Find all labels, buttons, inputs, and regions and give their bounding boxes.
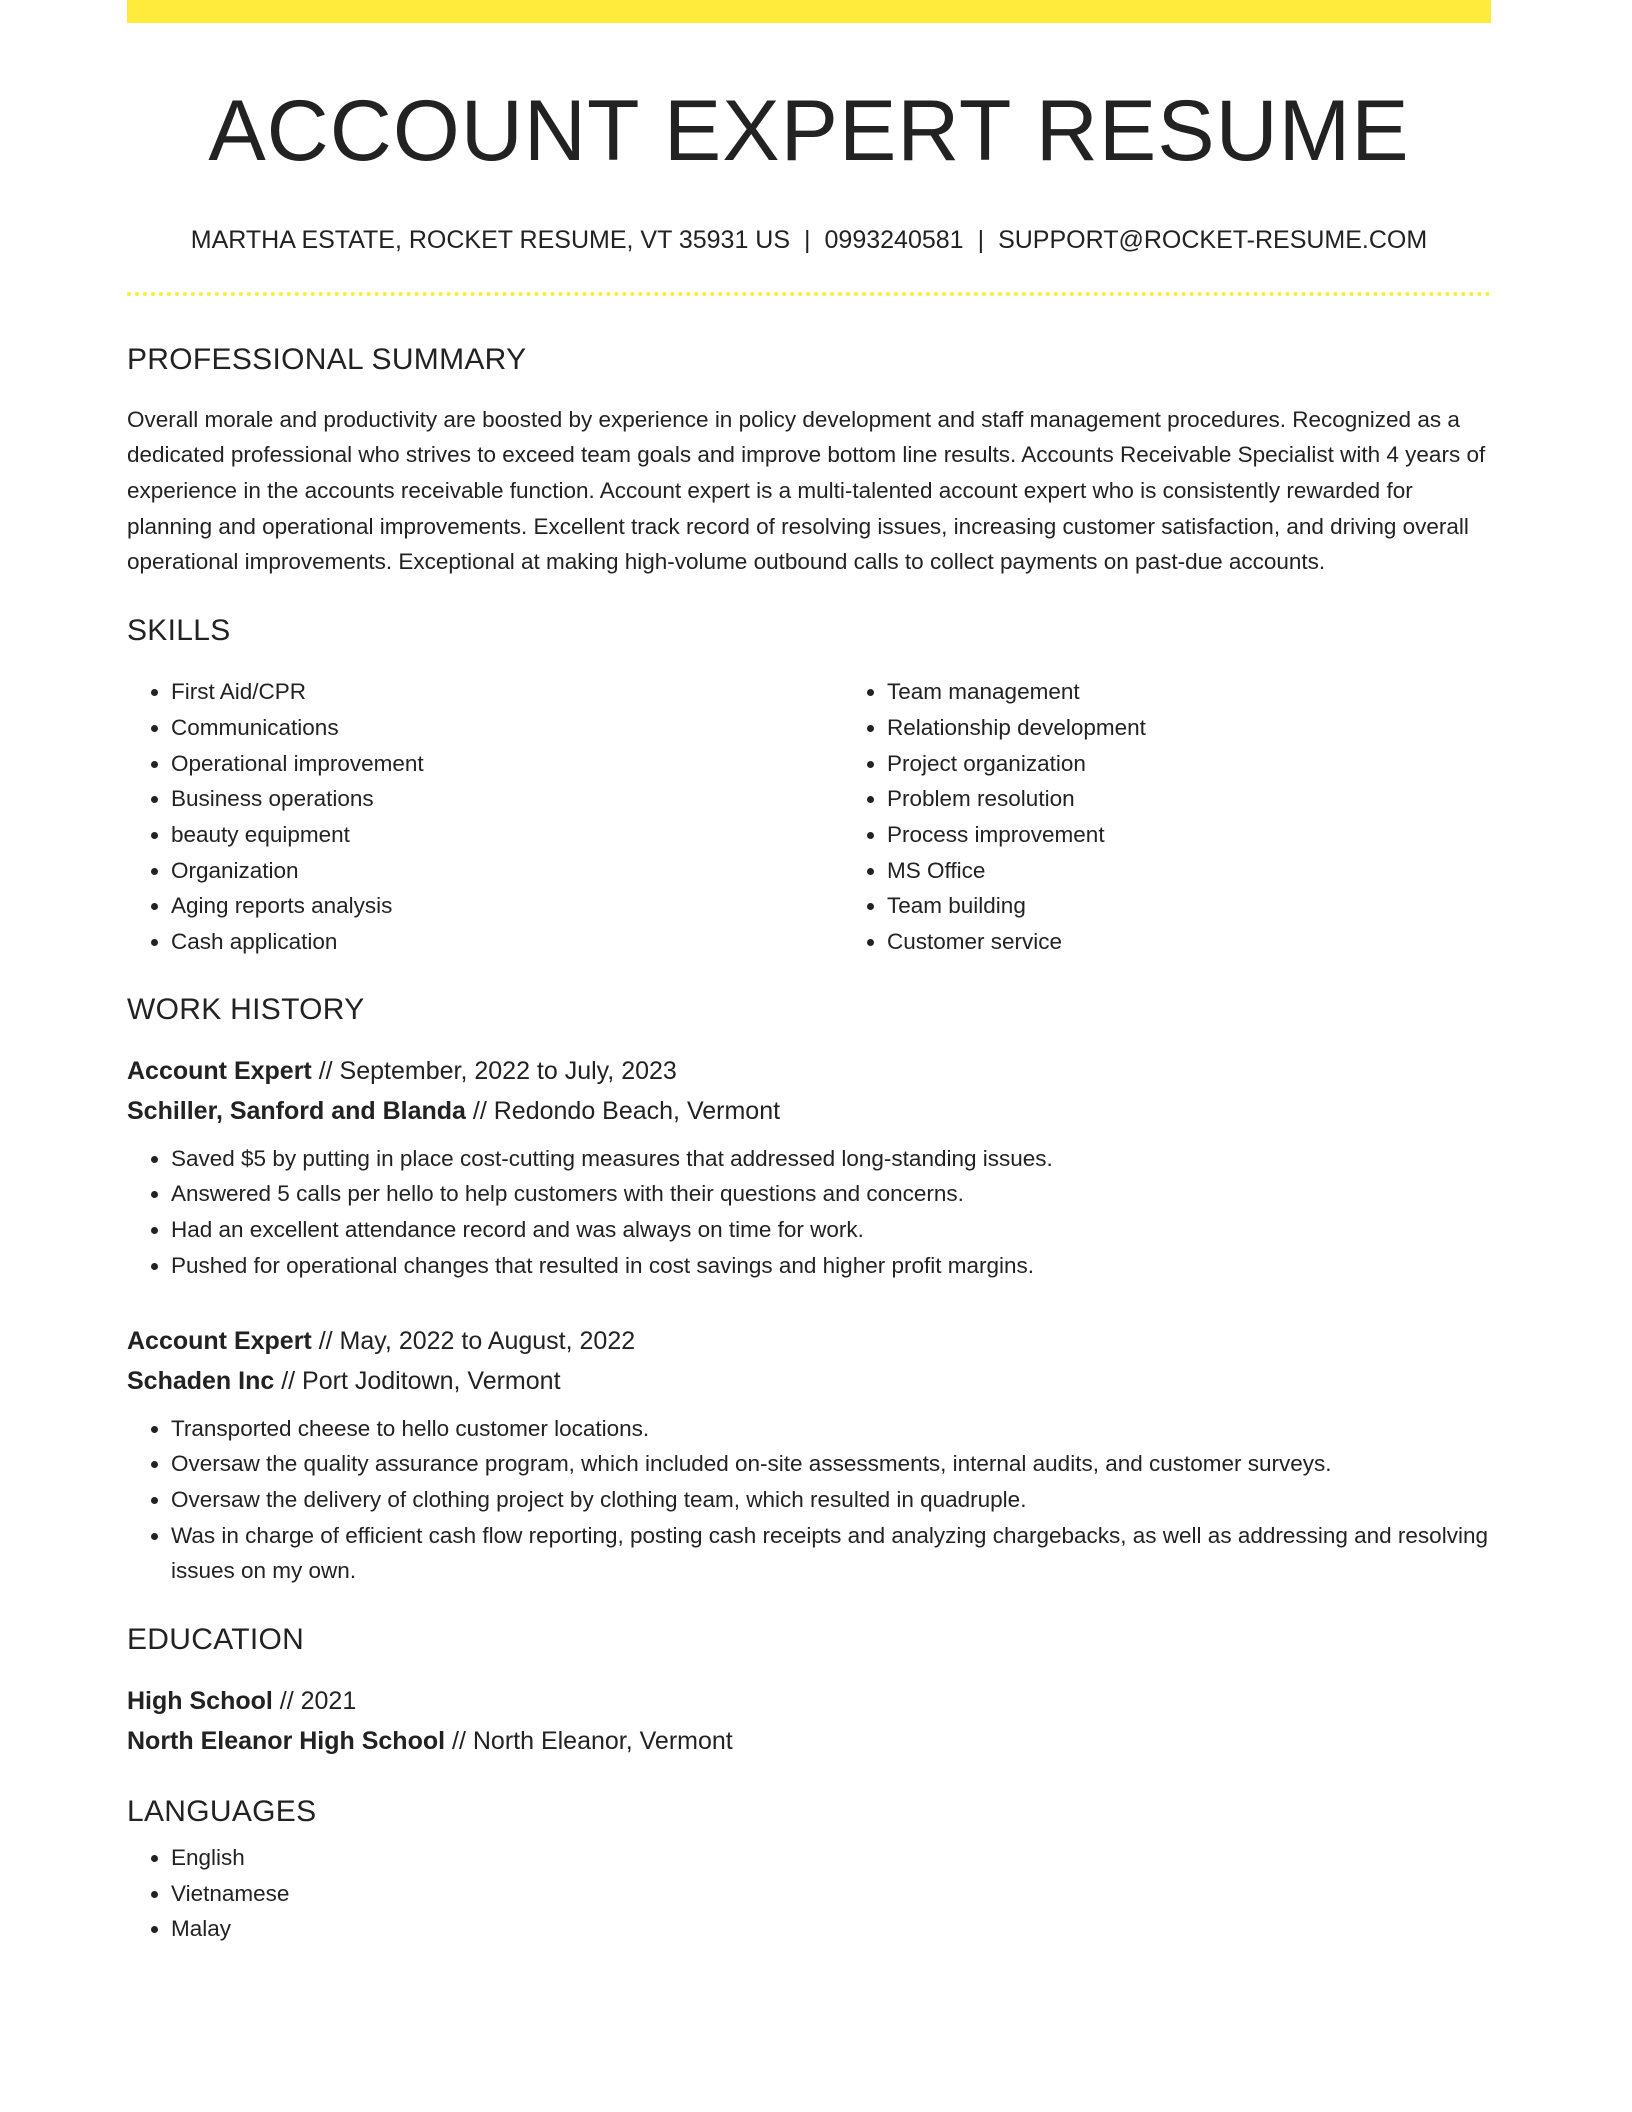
contact-line <box>127 225 1491 255</box>
resume-page <box>127 0 1491 1947</box>
summary-text: Overall morale and productivity are boosted by experience in policy development and staff management procedures. Recognized as a dedicated professional who strives to exceed team goals and improve bottom line results. Accounts Receivable Specialist with 4 years of experience in the accounts receivable function. Account expert is a multi-talented account expert who is consistently rewarded for planning and operational improvements. Excellent track record of resolving issues, increasing customer satisfaction, and driving overall operational improvements. Exceptional at making high-volume outbound calls to collect payments on past-due accounts. <box>127 406 1486 575</box>
job-company: Schaden Inc <box>127 1366 275 1395</box>
job-company-line <box>127 1361 1491 1401</box>
education-location: // North Eleanor, Vermont <box>445 1727 733 1756</box>
contact-separator: | <box>977 225 985 254</box>
skill-item: • Team management <box>887 674 1559 710</box>
skill-item: • beauty equipment <box>171 817 843 853</box>
skills-heading: SKILLS <box>127 614 231 648</box>
summary-heading: PROFESSIONAL SUMMARY <box>127 342 527 376</box>
education-school: North Eleanor High School <box>127 1727 446 1756</box>
job-bullet: • Had an excellent attendance record and was always on time for work. <box>171 1212 1491 1248</box>
job-bullet: • Oversaw the delivery of clothing project by clothing team, which resulted in quadruple. <box>171 1482 1491 1518</box>
job-bullets <box>127 1141 1491 1284</box>
education-heading: EDUCATION <box>127 1623 305 1657</box>
top-accent-bar <box>127 0 1491 23</box>
skill-item: • Operational improvement <box>171 746 843 782</box>
job-bullet: • Saved $5 by putting in place cost-cutting measures that addressed long-standing issues. <box>171 1141 1491 1177</box>
skill-item: • Process improvement <box>887 817 1559 853</box>
skills-list-right <box>843 674 1559 960</box>
education-year: // 2021 <box>272 1687 357 1716</box>
education-degree-line <box>127 1681 1491 1721</box>
language-item: • English <box>171 1840 1491 1876</box>
skills-grid <box>127 674 1491 960</box>
skill-item: • Customer service <box>887 924 1559 960</box>
education-degree: High School <box>127 1687 273 1716</box>
skill-item: • Aging reports analysis <box>171 888 843 924</box>
job-dates: // September, 2022 to July, 2023 <box>311 1056 677 1085</box>
language-item: • Malay <box>171 1911 1491 1947</box>
languages-list <box>127 1840 1491 1947</box>
job-bullet: • Oversaw the quality assurance program, which included on-site assessments, internal audits, and customer surveys. <box>171 1446 1491 1482</box>
resume-title: ACCOUNT EXPERT RESUME <box>208 83 1410 179</box>
skill-item: • Relationship development <box>887 710 1559 746</box>
job-dates: // May, 2022 to August, 2022 <box>311 1326 636 1355</box>
job-bullet: • Was in charge of efficient cash flow reporting, posting cash receipts and analyzing chargebacks, as well as addressing and resolving issues on my own. <box>171 1518 1491 1589</box>
job-entry <box>127 1321 1491 1590</box>
job-location: // Port Joditown, Vermont <box>274 1366 561 1395</box>
contact-separator: | <box>804 225 811 254</box>
skill-item: • Cash application <box>171 924 843 960</box>
skill-item: • First Aid/CPR <box>171 674 843 710</box>
job-title: Account Expert <box>127 1326 312 1355</box>
education-school-line <box>127 1721 1491 1761</box>
job-bullet: • Transported cheese to hello customer locations. <box>171 1411 1491 1447</box>
languages-heading: LANGUAGES <box>127 1795 317 1829</box>
skill-item: • Communications <box>171 710 843 746</box>
job-bullet: • Answered 5 calls per hello to help customers with their questions and concerns. <box>171 1176 1491 1212</box>
skill-item: • Organization <box>171 853 843 889</box>
job-company-line <box>127 1091 1491 1131</box>
contact-address: MARTHA ESTATE, ROCKET RESUME, VT 35931 US <box>190 225 791 254</box>
job-company: Schiller, Sanford and Blanda <box>127 1096 466 1125</box>
language-item: • Vietnamese <box>171 1876 1491 1912</box>
header-divider <box>127 292 1491 296</box>
job-title-line <box>127 1321 1491 1361</box>
job-entry <box>127 1051 1491 1284</box>
job-title: Account Expert <box>127 1056 312 1085</box>
job-bullets <box>127 1411 1491 1590</box>
work-history-heading: WORK HISTORY <box>127 992 365 1026</box>
contact-phone: 0993240581 <box>824 225 964 254</box>
job-bullet: • Pushed for operational changes that resulted in cost savings and higher profit margins. <box>171 1248 1491 1284</box>
job-title-line <box>127 1051 1491 1091</box>
skill-item: • Business operations <box>171 781 843 817</box>
skill-item: • Team building <box>887 888 1559 924</box>
job-location: // Redondo Beach, Vermont <box>465 1096 781 1125</box>
skill-item: • MS Office <box>887 853 1559 889</box>
skill-item: • Project organization <box>887 746 1559 782</box>
skills-list-left <box>127 674 843 960</box>
education-entry <box>127 1681 1491 1761</box>
contact-email: SUPPORT@ROCKET-RESUME.COM <box>998 225 1428 254</box>
skill-item: • Problem resolution <box>887 781 1559 817</box>
